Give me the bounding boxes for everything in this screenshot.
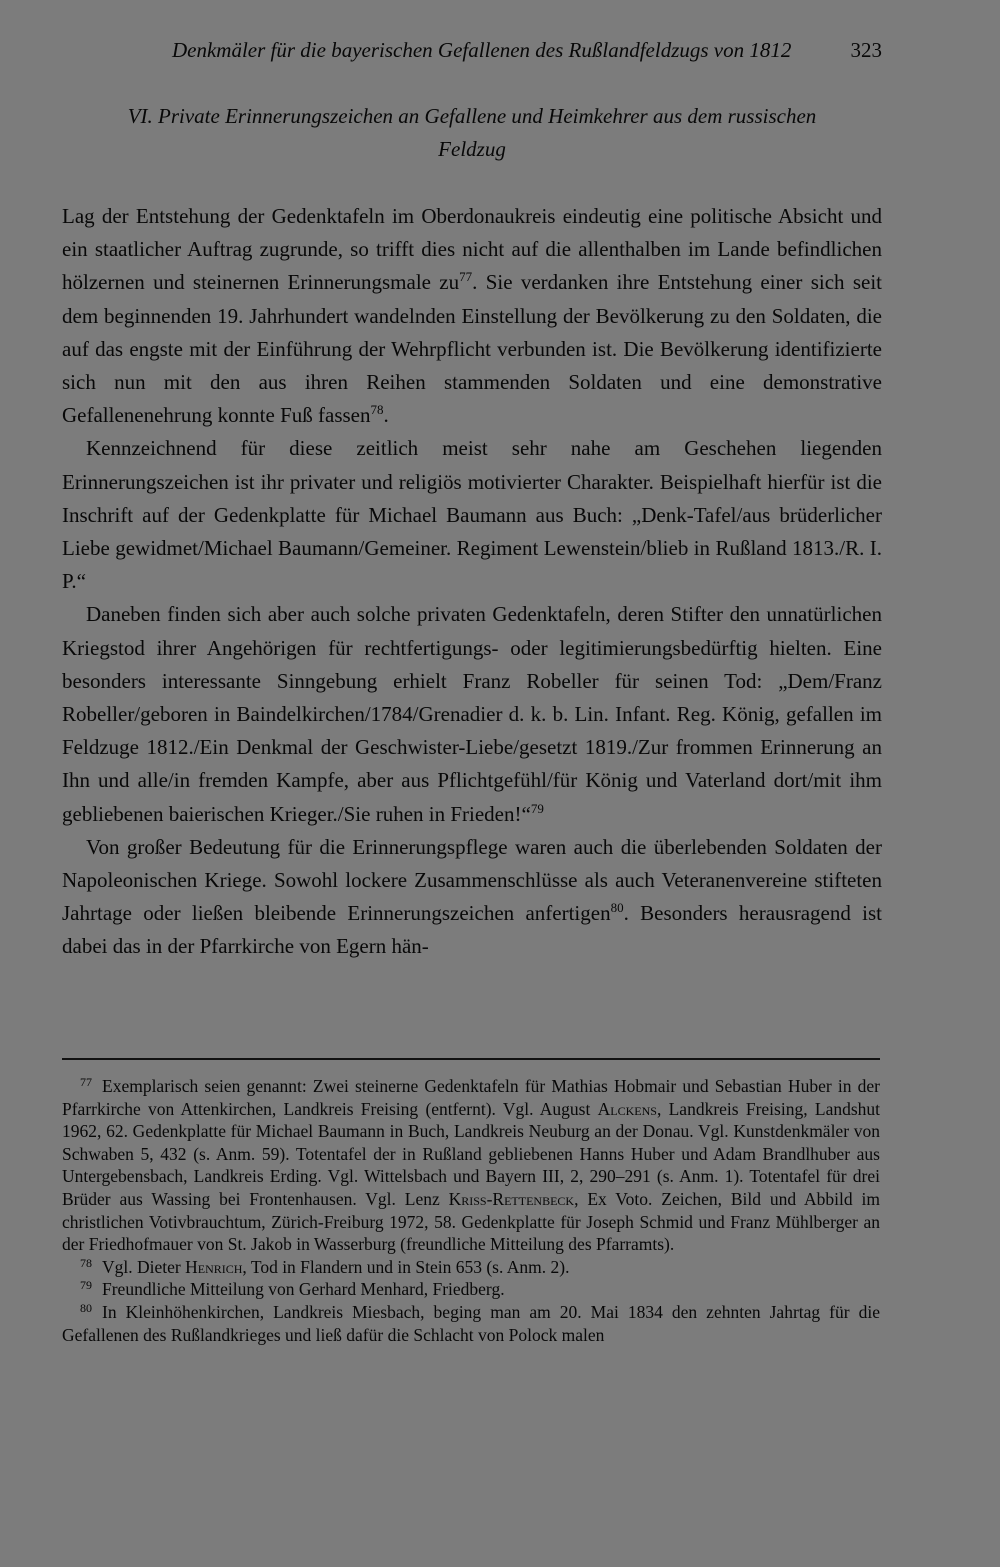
author-name: Henrich: [185, 1256, 243, 1277]
footnote-ref: 79: [530, 800, 544, 816]
footnote-text: In Kleinhöhenkirchen, Landkreis Miesbach, beging man am 20. Mai 1834 den zehnten Jahrtag für die Gefallenen des Rußlandkrieges und ließ dafür die Schlacht von Polock malen: [62, 1301, 880, 1345]
footnote-text: , Landkreis Freising, Landshut 1962, 62. Gedenkplatte für Michael Baumann in Buch, Landkreis Neuburg an der Donau. Vgl. Kunstdenkmäler von Schwaben 5, 432 (s. Anm. 59). Totentafel der in Rußland gebliebenen Hanns Huber und Adam Brandlhuber aus Untergebensbach, Landkreis Erding. Vgl. Wittelsbach und Bayern III, 2, 290–291 (s. Anm. 1). Totentafel für drei Brüder aus Wassing bei Frontenhausen. Vgl. Lenz: [62, 1098, 881, 1209]
footnote-number: 78: [80, 1255, 92, 1270]
paragraph-1: [62, 200, 882, 432]
footnote-number: 79: [80, 1278, 92, 1293]
footnote-78: [62, 1256, 880, 1279]
paragraph-3: [62, 598, 882, 830]
footnote-divider: [62, 1058, 880, 1060]
author-name: Alckens: [597, 1098, 657, 1119]
footnote-text: Freundliche Mitteilung von Gerhard Menhard, Friedberg.: [102, 1279, 505, 1300]
section-heading: [62, 100, 882, 166]
footnote-77: [62, 1075, 880, 1256]
footnote-80: [62, 1301, 880, 1346]
paragraph-text: . Besonders herausragend ist dabei das in der Pfarrkirche von Egern hän-: [62, 901, 882, 959]
footnote-ref: 78: [370, 402, 384, 418]
footnote-ref: 80: [610, 900, 624, 916]
paragraph-text: Von großer Bedeutung für die Erinnerungspflege waren auch die überlebenden Soldaten der Napoleonischen Kriege. Sowohl lockere Zusammenschlüsse als auch Veteranenvereine stifteten Jahrtage oder ließen bleibende Erinnerungszeichen anfertigen: [62, 834, 882, 926]
footnote-number: 77: [80, 1075, 92, 1089]
paragraph-text: .: [383, 403, 389, 428]
footnote-text: Exemplarisch seien genannt: Zwei steinerne Gedenktafeln für Mathias Hobmair und Sebastian Huber in der Pfarrkirche von Attenkirchen, Landkreis Freising (entfernt). Vgl. August: [62, 1076, 880, 1119]
paragraph-text: Kennzeichnend für diese zeitlich meist sehr nahe am Geschehen liegenden Erinnerungszeichen ist ihr privater und religiös motivierter Charakter. Beispielhaft hierfür ist die Inschrift auf der Gedenkplatte für Michael Baumann aus Buch: „Denk-Tafel/aus brüderlicher Liebe gewidmet/Michael Baumann/Gemeiner. Regiment Lewenstein/blieb in Rußland 1813./R. I. P.“: [62, 436, 882, 594]
footnote-text: , Ex Voto. Zeichen, Bild und Abbild im christlichen Votivbrauchtum, Zürich-Freiburg 1972, 58. Gedenkplatte für Joseph Schmid und Franz Mühlberger an der Friedhofmauer von St. Jakob in Wasserburg (freundliche Mitteilung des Pfarramts).: [62, 1188, 880, 1255]
paragraph-4: [62, 831, 882, 964]
paragraph-text: Daneben finden sich aber auch solche privaten Gedenktafeln, deren Stifter den unnatürlichen Kriegstod ihrer Angehörigen für rechtfertigungs- oder legitimierungsbedürftig hielten. Eine besonders interessante Sinngebung erhielt Franz Robeller für seinen Tod: „Dem/Franz Robeller/geboren in Baindelkirchen/1784/Grenadier d. k. b. Lin. Infant. Reg. König, gefallen im Feldzuge 1812./Ein Denkmal der Geschwister-Liebe/gesetzt 1819./Zur frommen Erinnerung an Ihn und alle/in fremden Kampfe, aber aus Pflichtgefühl/für König und Vaterland dort/mit ihm gebliebenen baierischen Krieger./Sie ruhen in Frieden!“: [62, 602, 882, 826]
footnote-number: 80: [80, 1300, 92, 1315]
running-header: [62, 34, 882, 66]
section-heading-line-2: Feldzug: [438, 137, 506, 161]
footnote-79: [62, 1278, 880, 1301]
paragraph-text: Lag der Entstehung der Gedenktafeln im Oberdonaukreis eindeutig eine politische Absicht und ein staatlicher Auftrag zugrunde, so trifft dies nicht auf die allenthalben im Lande befindlichen hölzernen und steinernen Erinnerungsmale zu: [62, 204, 882, 295]
footnote-text: Vgl. Dieter: [102, 1256, 186, 1277]
section-heading-line-1: VI. Private Erinnerungszeichen an Gefallene und Heimkehrer aus dem russischen: [127, 104, 817, 128]
body-text: [62, 200, 882, 964]
footnote-text: , Tod in Flandern und in Stein 653 (s. Anm. 2).: [242, 1256, 570, 1277]
footnotes: [62, 1075, 880, 1346]
running-title: Denkmäler für die bayerischen Gefallenen des Rußlandfeldzugs von 1812: [172, 38, 792, 62]
paragraph-2: [62, 432, 882, 598]
paragraph-text: . Sie verdanken ihre Entstehung einer sich seit dem beginnenden 19. Jahrhundert wandelnden Einstellung der Bevölkerung zu den Soldaten, die auf das engste mit der Einführung der Wehrpflicht verbunden ist. Die Bevölkerung identifizierte sich nun mit den aus ihren Reihen stammenden Soldaten und eine demonstrative Gefallenenehrung konnte Fuß fassen: [62, 270, 882, 428]
author-name: Kriss-Rettenbeck: [448, 1188, 575, 1209]
footnote-ref: 77: [459, 269, 473, 285]
page-number: 323: [850, 38, 882, 62]
